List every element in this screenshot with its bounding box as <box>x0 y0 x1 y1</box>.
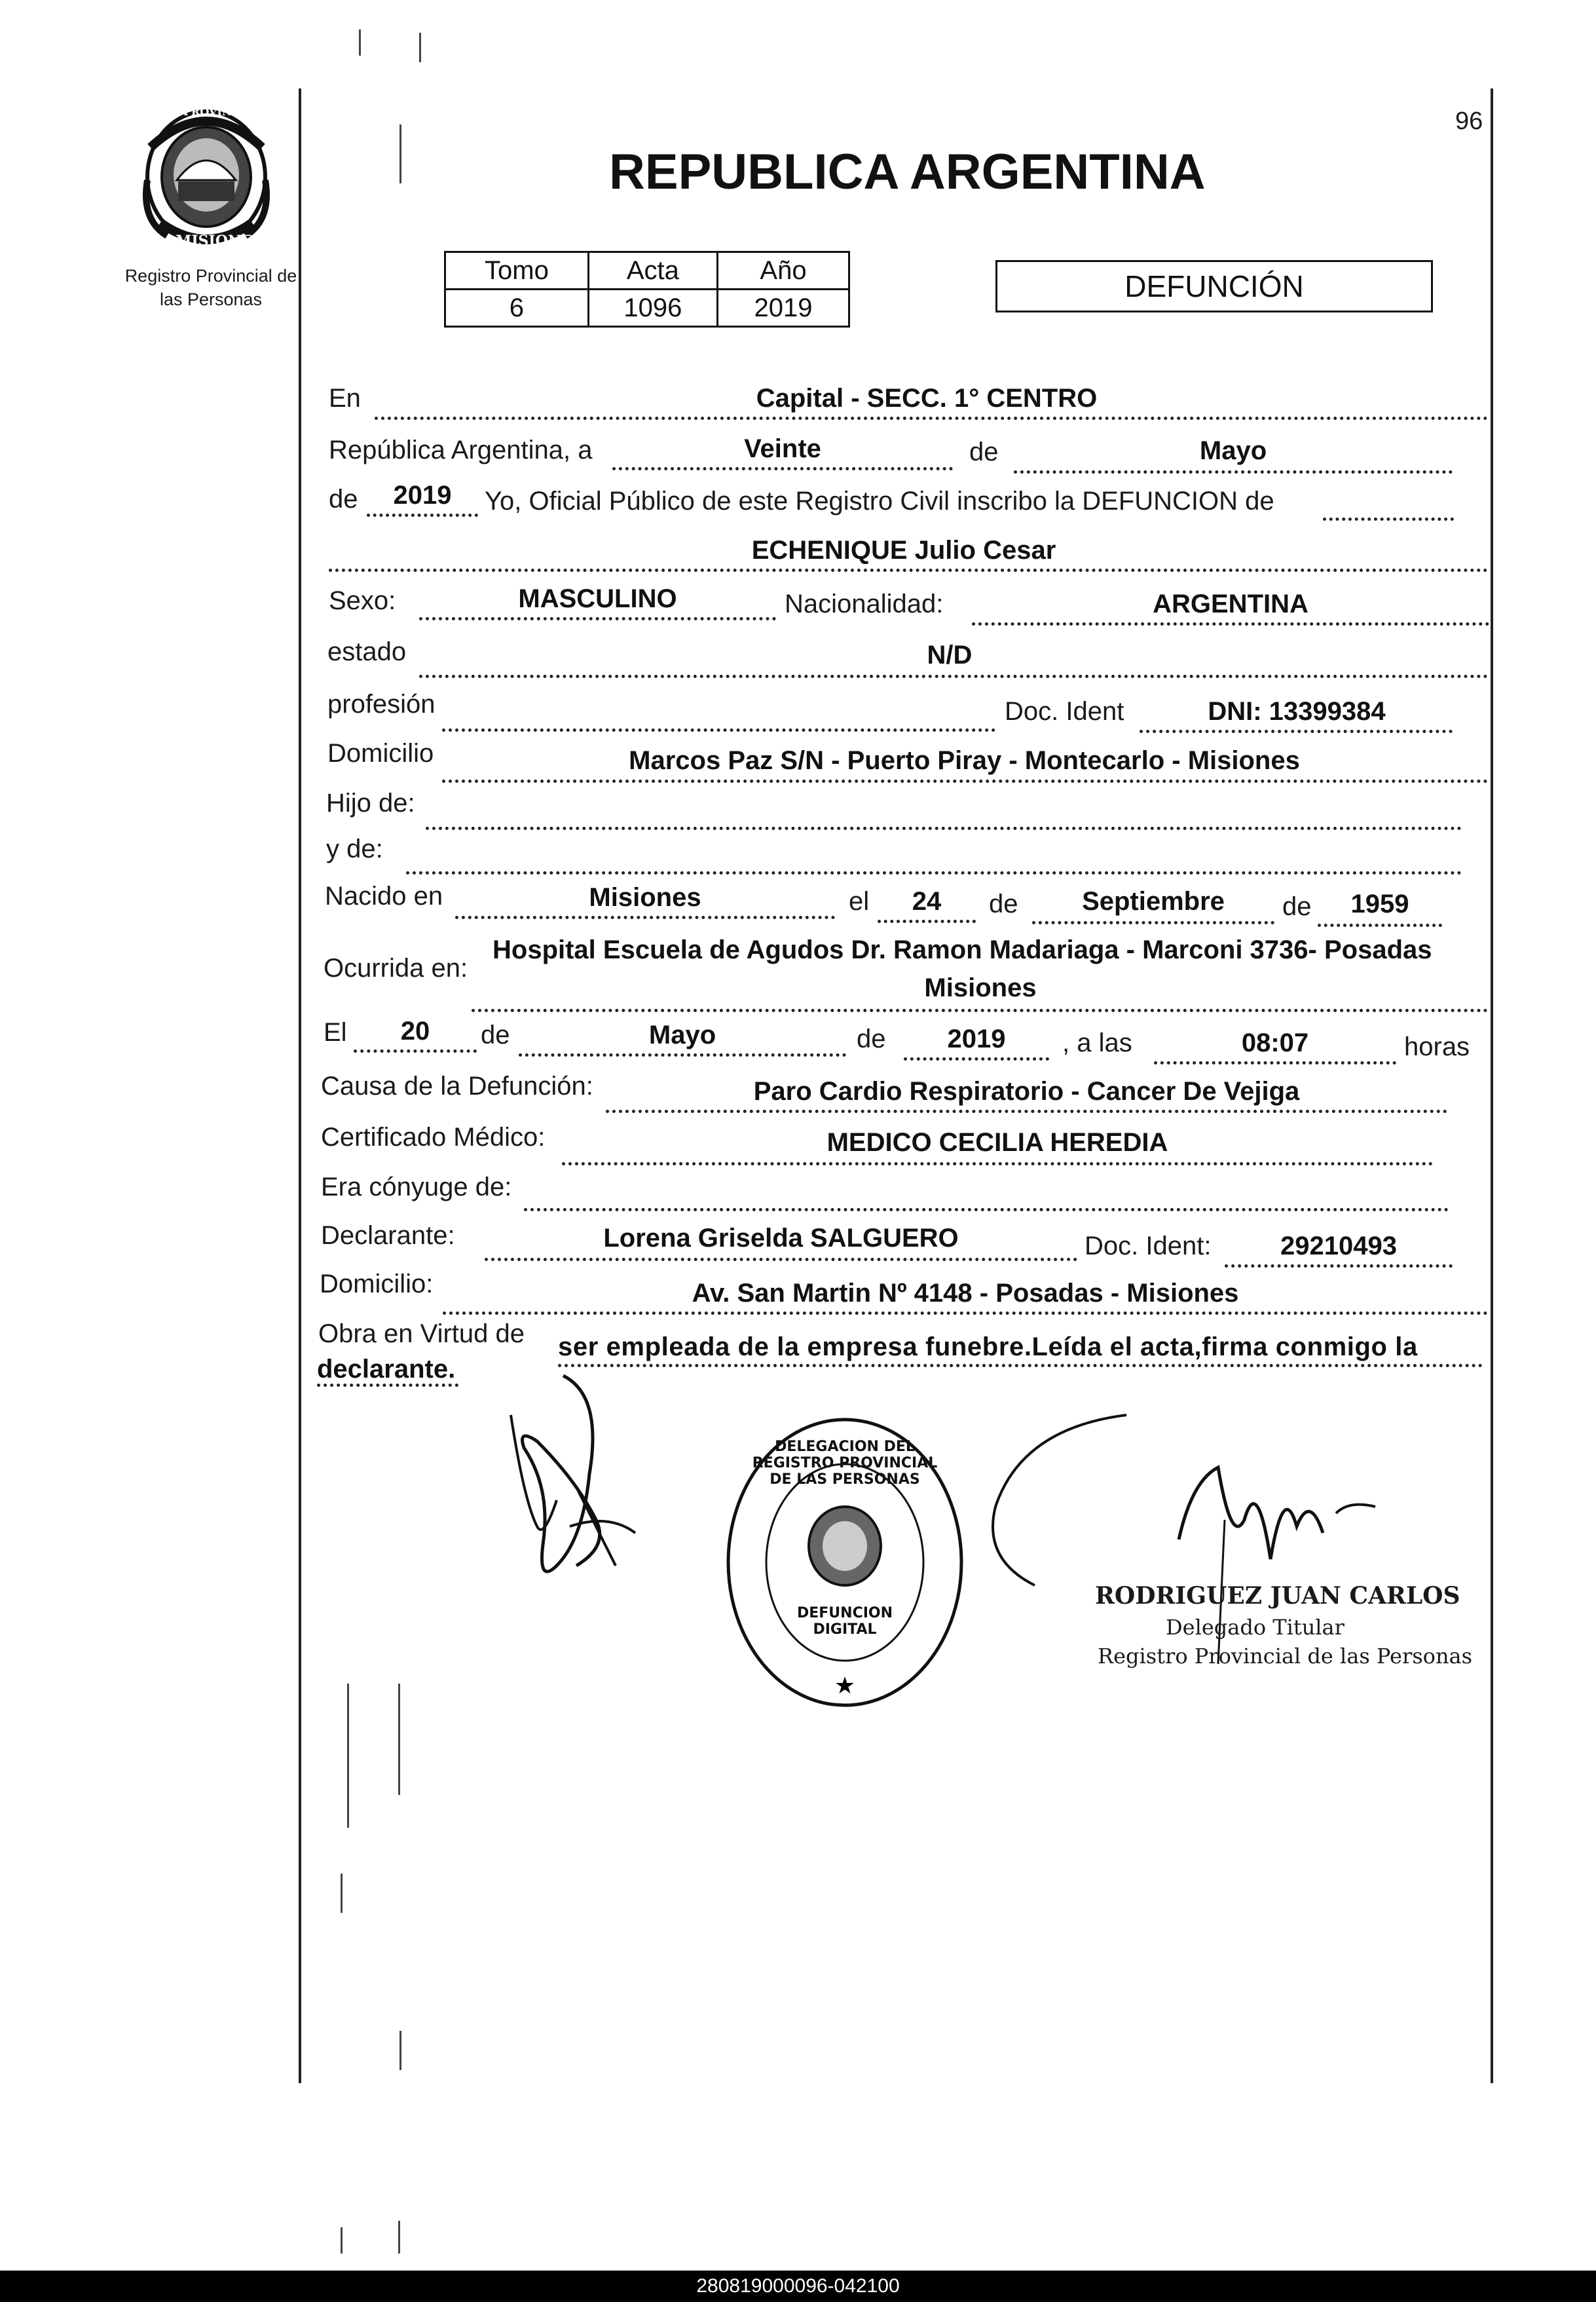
fill-line <box>524 1208 1449 1211</box>
fill-line <box>419 617 776 620</box>
label-de: de <box>969 438 999 466</box>
label-declarante: Declarante: <box>321 1221 455 1250</box>
record-type-label: DEFUNCIÓN <box>1124 269 1304 303</box>
label-doc-ident: Doc. Ident <box>1005 697 1124 726</box>
label-en: En <box>329 384 361 413</box>
value-def-anio: 2019 <box>947 1025 1006 1053</box>
value-nombre: ECHENIQUE Julio Cesar <box>751 536 1056 565</box>
fill-line <box>1225 1264 1453 1268</box>
table-header-tomo: Tomo <box>445 252 589 290</box>
fill-line <box>375 417 1488 420</box>
label-de: de <box>329 485 358 514</box>
value-domicilio: Marcos Paz S/N - Puerto Piray - Montecarlo - Misiones <box>629 746 1300 775</box>
scan-mark <box>398 2221 400 2254</box>
value-def-mes: Mayo <box>648 1021 716 1049</box>
value-causa: Paro Cardio Respiratorio - Cancer De Vejiga <box>753 1077 1300 1106</box>
fill-line <box>1318 924 1442 927</box>
label-de: de <box>857 1025 886 1053</box>
value-nacido-lugar: Misiones <box>589 883 701 912</box>
fill-line <box>562 1162 1433 1165</box>
table-cell-acta: 1096 <box>588 290 717 327</box>
value-def-dia: 20 <box>400 1017 430 1046</box>
stamp-ring-text: DELEGACION DEL REGISTRO PROVINCIAL DE LAS PERSONAS <box>752 1439 938 1488</box>
value-ocurrida-linea1: Hospital Escuela de Agudos Dr. Ramon Madariaga - Marconi 3736- Posadas <box>492 935 1432 964</box>
value-nacido-mes: Septiembre <box>1082 887 1225 916</box>
registry-name-line2: las Personas <box>159 290 263 309</box>
value-dia-texto: Veinte <box>744 434 821 463</box>
seal-text-top: PROVINCIA DE <box>183 105 274 118</box>
value-sexo: MASCULINO <box>518 584 677 613</box>
value-certificado: MEDICO CECILIA HEREDIA <box>826 1128 1168 1157</box>
fill-line <box>972 622 1489 626</box>
scan-mark <box>341 1874 343 1913</box>
label-era-conyuge: Era cónyuge de: <box>321 1173 512 1201</box>
label-el: El <box>324 1018 347 1047</box>
seal-text-bottom: MISIONES <box>176 233 263 250</box>
fill-line <box>1323 518 1454 521</box>
scan-mark <box>419 33 421 62</box>
fill-line <box>606 1110 1447 1113</box>
fill-line <box>367 514 478 517</box>
fill-line <box>443 1311 1488 1315</box>
label-obra-en-virtud: Obra en Virtud de <box>318 1319 525 1348</box>
label-horas: horas <box>1404 1032 1470 1061</box>
footer-code: 280819000096-042100 <box>696 2275 900 2297</box>
fill-line <box>1014 470 1453 474</box>
right-margin-rule <box>1491 88 1493 2083</box>
label-domicilio: Domicilio <box>327 739 434 768</box>
fill-line <box>317 1384 458 1387</box>
value-declarante-doc: 29210493 <box>1280 1232 1397 1260</box>
label-de: de <box>1282 892 1312 921</box>
left-margin-rule <box>299 88 301 2083</box>
label-doc-ident: Doc. Ident: <box>1085 1232 1212 1260</box>
fill-line <box>904 1057 1049 1061</box>
fill-line <box>485 1258 1077 1261</box>
label-y-de: y de: <box>326 835 383 863</box>
scan-mark <box>359 29 361 56</box>
record-number-table <box>444 251 850 328</box>
scan-mark <box>399 2031 401 2070</box>
scan-mark <box>341 2227 343 2254</box>
value-declarante: Lorena Griselda SALGUERO <box>603 1224 959 1253</box>
value-obra-texto1: ser empleada de la empresa funebre.Leída el acta,firma conmigo la <box>558 1332 1418 1361</box>
fill-line <box>472 1009 1488 1012</box>
label-hijo-de: Hijo de: <box>326 789 415 818</box>
value-nacido-dia: 24 <box>912 887 942 916</box>
fill-line <box>1032 921 1274 924</box>
fill-line <box>519 1053 846 1057</box>
declarant-signature <box>498 1369 668 1592</box>
table-header-anio: Año <box>717 252 849 290</box>
scan-mark <box>398 1684 400 1795</box>
value-anio-inscripcion: 2019 <box>393 481 452 510</box>
value-declarante-domicilio: Av. San Martin Nº 4148 - Posadas - Misiones <box>692 1279 1239 1308</box>
scan-mark <box>347 1684 349 1828</box>
officer-name: RODRIGUEZ JUAN CARLOS <box>1095 1582 1460 1610</box>
label-sexo: Sexo: <box>329 586 396 615</box>
value-lugar: Capital - SECC. 1° CENTRO <box>756 384 1098 413</box>
record-type-box <box>995 260 1433 312</box>
label-domicilio: Domicilio: <box>320 1270 434 1298</box>
value-estado: N/D <box>927 641 973 670</box>
label-estado: estado <box>327 637 407 666</box>
label-de: de <box>481 1021 510 1049</box>
fill-line <box>426 827 1462 830</box>
label-nacido-en: Nacido en <box>325 882 443 911</box>
table-cell-tomo: 6 <box>445 290 589 327</box>
value-mes-texto: Mayo <box>1199 436 1267 465</box>
label-el: el <box>849 887 870 916</box>
fill-line <box>612 467 953 470</box>
label-nacionalidad: Nacionalidad: <box>785 590 944 618</box>
stamp-inner-text: DEFUNCION DIGITAL <box>796 1605 893 1638</box>
svg-text:★: ★ <box>834 1672 856 1699</box>
value-obra-texto2: declarante. <box>317 1355 456 1384</box>
label-a-las: , a las <box>1062 1028 1132 1057</box>
table-header-acta: Acta <box>588 252 717 290</box>
table-cell-anio: 2019 <box>717 290 849 327</box>
officer-office: Registro Provincial de las Personas <box>1098 1644 1473 1669</box>
fill-line <box>406 871 1462 875</box>
provincial-seal-logo <box>138 102 275 252</box>
value-ocurrida-linea2: Misiones <box>924 973 1037 1002</box>
fill-line <box>354 1049 477 1053</box>
label-profesion: profesión <box>327 690 436 719</box>
fill-line <box>1140 730 1453 733</box>
fill-line <box>558 1364 1483 1367</box>
page-title: REPUBLICA ARGENTINA <box>609 144 1206 200</box>
label-certificado: Certificado Médico: <box>321 1123 546 1152</box>
page-number: 96 <box>1455 107 1483 135</box>
value-nacionalidad: ARGENTINA <box>1153 590 1308 618</box>
fill-line <box>419 675 1488 678</box>
value-nacido-anio: 1959 <box>1350 890 1409 918</box>
label-republica: República Argentina, a <box>329 436 593 464</box>
label-ocurrida-en: Ocurrida en: <box>324 954 468 983</box>
official-stamp <box>720 1415 969 1710</box>
registry-name-line1: Registro Provincial de <box>124 266 297 286</box>
value-doc-ident: DNI: 13399384 <box>1208 697 1386 726</box>
fill-line <box>1154 1061 1396 1065</box>
label-causa: Causa de la Defunción: <box>321 1072 593 1101</box>
footer-barcode-strip <box>0 2271 1596 2302</box>
label-yo-oficial: Yo, Oficial Público de este Registro Civil inscribo la DEFUNCION de <box>485 487 1274 516</box>
officer-title: Delegado Titular <box>1166 1615 1345 1640</box>
fill-line <box>455 916 835 919</box>
fill-line <box>442 780 1488 783</box>
value-def-hora: 08:07 <box>1241 1028 1309 1057</box>
label-de: de <box>989 890 1018 918</box>
fill-line <box>329 569 1488 572</box>
fill-line <box>442 728 995 732</box>
scan-mark <box>399 124 401 183</box>
fill-line <box>878 920 976 923</box>
